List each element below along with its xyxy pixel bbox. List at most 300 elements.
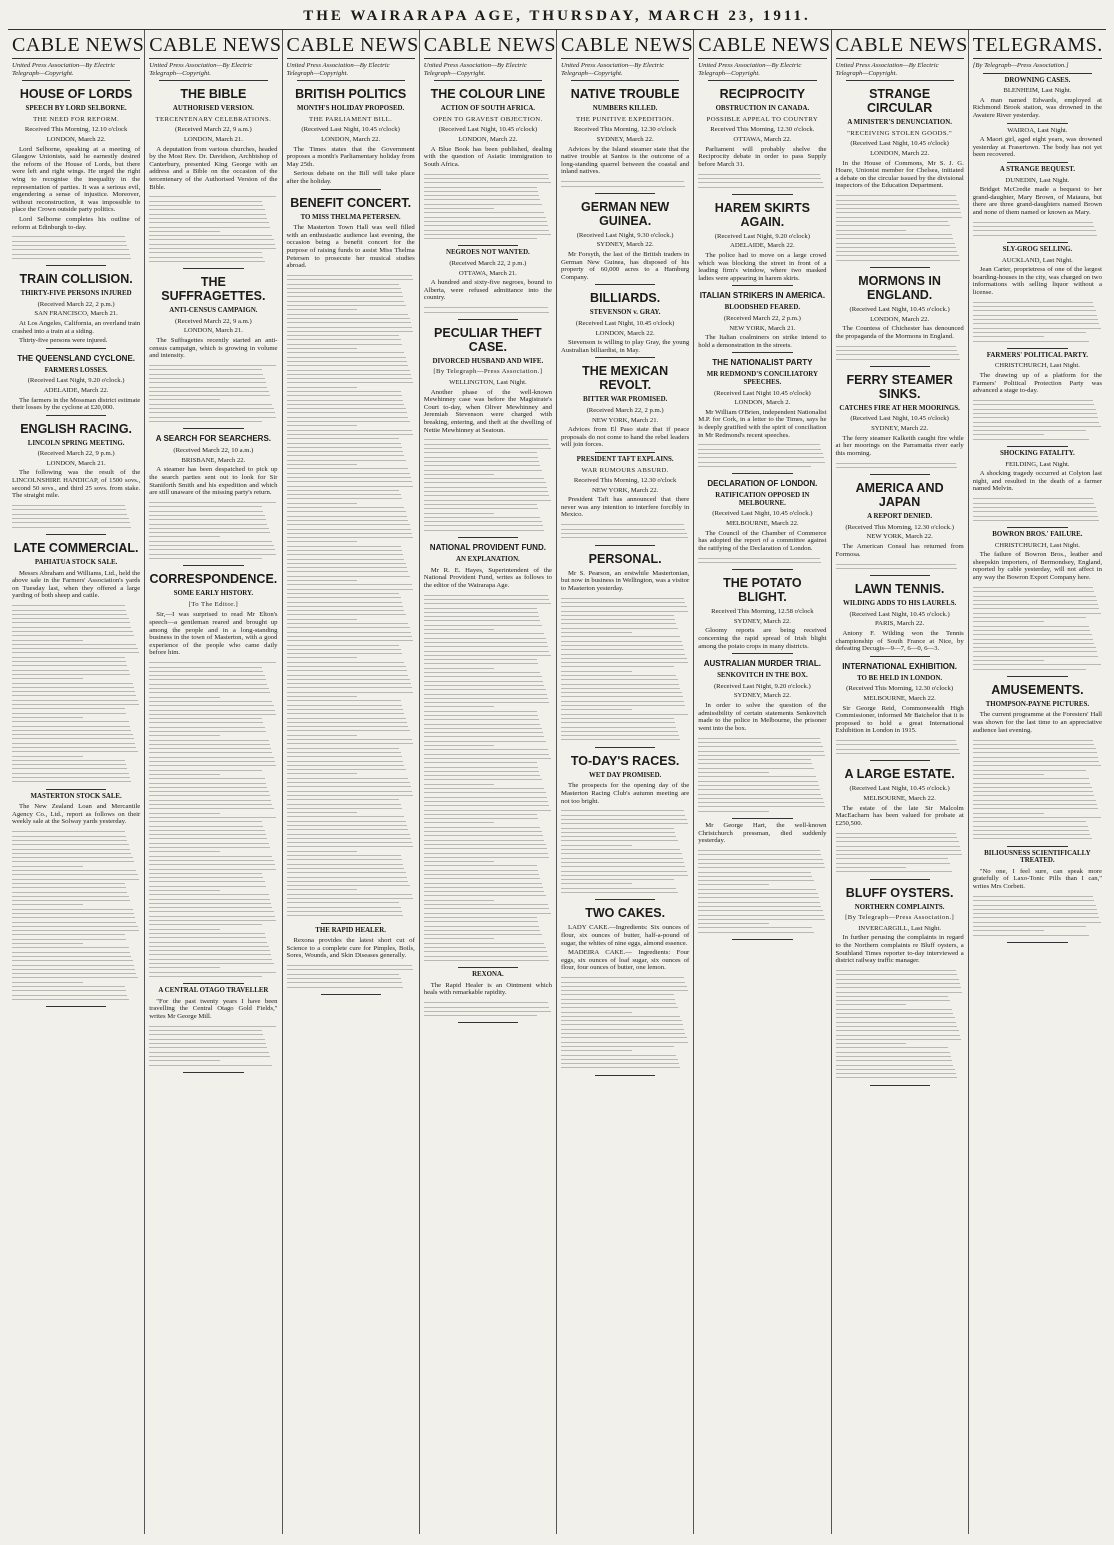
- rule-divider: [458, 1022, 518, 1023]
- rule-divider: [183, 565, 243, 566]
- article-subheadline: BITTER WAR PROMISED.: [582, 396, 668, 404]
- article-paragraph: Another phase of the well-known Mewhinney case was before the Magistrate's Court to-day, when Oliver Mewhinney and Jeremiah Stevenson were charged with breaking, entering, and theft at the dwelling of Nettie Mewhinney at Seatoun.: [423, 388, 552, 434]
- article: [12, 422, 140, 535]
- body-text-lines: [698, 554, 826, 566]
- article-subheadline: MASTERTON STOCK SALE.: [30, 792, 122, 800]
- article: [836, 481, 964, 576]
- rule-divider: [595, 357, 655, 358]
- article-paragraph: Thirty-five persons were injured.: [19, 337, 108, 345]
- article-subheadline: NORTHERN COMPLAINTS.: [854, 903, 945, 911]
- article-deck: THE PARLIAMENT BILL.: [309, 115, 393, 123]
- body-text-lines: [698, 170, 826, 190]
- article: [561, 906, 689, 1075]
- article-paragraph: The following was the result of the LINCOLNSHIRE HANDICAP, of 1500 sovs., second 50 sovs., and third 25 sovs. from stake. The straight mile.: [12, 469, 141, 500]
- received-time: (Received March 22, 2 p.m.): [723, 314, 801, 322]
- article-headline: A SEARCH FOR SEARCHERS.: [155, 434, 272, 444]
- article-headline: PECULIAR THEFT CASE.: [434, 325, 542, 354]
- rule-divider: [870, 366, 930, 367]
- article-paragraph: At Los Angeles, California, an overland train crashed into a train at a siding.: [12, 319, 141, 335]
- dateline: OTTAWA, March 21.: [458, 269, 517, 277]
- rule-divider: [1007, 242, 1068, 243]
- article-headline: LATE COMMERCIAL.: [13, 540, 139, 555]
- body-text-lines: [12, 602, 140, 786]
- dateline: MELBOURNE, March 22.: [863, 794, 936, 802]
- article-subheadline: OBSTRUCTION IN CANADA.: [715, 105, 810, 113]
- body-text-lines: [561, 807, 689, 896]
- body-text-lines: [149, 659, 277, 980]
- article-subheadline: SHOCKING FATALITY.: [999, 450, 1075, 458]
- body-text-lines: [149, 193, 277, 265]
- article: [973, 352, 1102, 447]
- received-time: (Received Last Night, 9.20 o'clock): [714, 232, 810, 240]
- rule-divider: [595, 452, 655, 453]
- rule-divider: [1007, 162, 1068, 163]
- article: [12, 272, 140, 349]
- rule-divider: [458, 245, 518, 246]
- received-time: (Received Last Night, 9.20 o'clock.): [27, 377, 125, 385]
- body-text-lines: [424, 999, 552, 1019]
- rule-divider: [46, 265, 106, 266]
- body-text-lines: [12, 233, 140, 262]
- article-subheadline: ANTI-CENSUS CAMPAIGN.: [169, 307, 258, 315]
- article: [287, 927, 415, 995]
- article-paragraph: A Blue Book has been published, dealing with the question of Asiatic immigration to South Africa.: [423, 145, 552, 168]
- body-text-lines: [836, 459, 964, 471]
- received-time: Received This Morning, 12.30 o'clock.: [710, 126, 815, 134]
- rule-divider: [22, 80, 130, 81]
- rule-divider: [46, 1006, 106, 1007]
- article-subheadline: AN EXPLANATION.: [455, 556, 520, 564]
- article: [698, 479, 826, 570]
- rule-divider: [595, 193, 655, 194]
- article: [287, 196, 415, 924]
- article-subheadline: RATIFICATION OPPOSED IN MELBOURNE.: [715, 492, 810, 507]
- received-time: Received This Morning, 12.30 o'clock: [573, 477, 677, 485]
- received-time: (Received Last Night, 10.45 o'clock): [850, 140, 949, 148]
- column: [283, 30, 420, 1534]
- column-heading: CABLE NEWS: [836, 34, 964, 59]
- article-headline: BENEFIT CONCERT.: [290, 195, 412, 210]
- dateline: WELLINGTON, Last Night.: [449, 379, 527, 387]
- column: [832, 30, 969, 1534]
- rule-divider: [708, 80, 816, 81]
- column-subheading: United Press Association—By Electric Telegraph—Copyright.: [286, 62, 390, 77]
- dateline: NEW YORK, March 22.: [591, 486, 659, 494]
- received-time: (Received Last Night, 9.20 o'clock.): [713, 682, 811, 690]
- body-text-lines: [561, 521, 689, 541]
- article-headline: TRAIN COLLISION.: [19, 272, 133, 287]
- rule-divider: [870, 267, 930, 268]
- article: [424, 249, 552, 319]
- article-paragraph: In further perusing the complaints in regard to the Northern complaints re Bluff oysters, a Southland Times reporter to-day interviewed a district railway traffic manager.: [835, 934, 964, 965]
- article: [424, 971, 552, 1023]
- article-deck: TERCENTENARY CELEBRATIONS.: [155, 115, 272, 123]
- article: [836, 662, 964, 762]
- article-headline: BILLIARDS.: [590, 291, 661, 306]
- article-subheadline: ACTION OF SOUTH AFRICA.: [440, 105, 536, 113]
- article-subheadline: DROWNING CASES.: [1004, 76, 1071, 84]
- article-paragraph: A man named Edwards, employed at Richmond Brook station, was drowned in the Awatere River yesterday.: [972, 96, 1102, 119]
- body-text-lines: [698, 441, 826, 470]
- body-text-lines: [973, 584, 1102, 673]
- article-paragraph: The current programme at the Foresters' Hall was shown for the last time to an appreciative audience last evening.: [972, 711, 1102, 734]
- body-text-lines: [561, 178, 689, 190]
- rule-divider: [595, 284, 655, 285]
- body-text-lines: [287, 272, 415, 920]
- rule-divider: [732, 285, 792, 286]
- dateline: LONDON, March 22.: [870, 149, 930, 157]
- rule-divider: [732, 473, 792, 474]
- article-subheadline: FARMERS' POLITICAL PARTY.: [986, 351, 1089, 359]
- column-subheading: United Press Association—By Electric Telegraph—Copyright.: [561, 62, 665, 77]
- rule-divider: [46, 534, 106, 535]
- article-paragraph: A steamer has been despatched to pick up the search parties sent out to look for Sir Staniforth Smith and his expedition and which are still unaware of the missing party's return.: [149, 466, 278, 497]
- body-text-lines: [836, 192, 964, 264]
- article-headline: THE SUFFRAGETTES.: [161, 275, 266, 304]
- article-paragraph: Advices from El Paso state that if peace proposals do not come to hand the rebel leaders will join forces.: [561, 426, 690, 449]
- article-paragraph: LADY CAKE.—Ingredients: Six ounces of flour, six ounces of butter, half-a-pound of sugar, the whites of nine eggs, almond essence.: [561, 924, 690, 947]
- article-paragraph: In the House of Commons, Mr S. J. G. Hoare, Unionist member for Chelsea, initiated a debate on the circular issued by the divisional inspectors of the Education Department.: [835, 159, 964, 190]
- article-deck: OPEN TO GRAVEST OBJECTION.: [433, 115, 543, 123]
- rule-divider: [46, 789, 106, 790]
- dateline: BRISBANE, March 22.: [181, 456, 246, 464]
- body-text-lines: [561, 974, 689, 1072]
- article-subheadline: WILDING ADDS TO HIS LAURELS.: [842, 600, 957, 608]
- rule-divider: [458, 967, 518, 968]
- dateline: LONDON, March 22.: [46, 135, 106, 143]
- article-subheadline: BOWRON BROS.' FAILURE.: [992, 531, 1083, 539]
- column-heading: CABLE NEWS: [561, 34, 689, 59]
- article-paragraph: A Maori girl, aged eight years, was drowned yesterday at Frasertown. The body has not yet been recovered.: [972, 136, 1102, 159]
- article-headline: THE POTATO BLIGHT.: [723, 576, 802, 605]
- article-headline: THE QUEENSLAND CYCLONE.: [17, 353, 136, 363]
- article: [698, 87, 826, 195]
- article-paragraph: A shocking tragedy occurred at Colyton last night, and resulted in the death of a farmer named Melvin.: [972, 470, 1102, 493]
- rule-divider: [321, 189, 381, 190]
- body-text-lines: [836, 967, 964, 1082]
- article-paragraph: Antony F. Wilding won the Tennis championship of South France at Nice, by defeating Decugis—9—7, 6—0, 6—3.: [835, 629, 964, 653]
- dateline: AUCKLAND, Last Night.: [1001, 256, 1073, 264]
- body-text-lines: [424, 591, 552, 964]
- article-paragraph: MADEIRA CAKE.— Ingredients: Four eggs, six ounces of loaf sugar, six ounces of flour, four ounces of butter, one lemon.: [561, 949, 690, 972]
- dateline: LONDON, March 22.: [870, 315, 930, 323]
- rule-divider: [1007, 446, 1068, 447]
- body-text-lines: [973, 219, 1102, 239]
- article-subheadline: A CENTRAL OTAGO TRAVELLER: [158, 987, 269, 995]
- article-headline: THE MEXICAN REVOLT.: [582, 364, 669, 393]
- article-paragraph: Lord Selborne completes his outline of reform at Edinburgh to-day.: [12, 215, 141, 231]
- rule-divider: [1007, 846, 1068, 847]
- body-text-lines: [149, 499, 277, 562]
- received-time: (Received March 22, 2 p.m.): [37, 300, 115, 308]
- body-text-lines: [973, 397, 1102, 443]
- rule-divider: [183, 268, 243, 269]
- column-subheading: [By Telegraph—Press Association.]: [972, 62, 1069, 69]
- article-paragraph: The Masterton Town Hall was well filled with an enthusiastic audience last evening, the occasion being a benefit concert for the purpose of raising funds to assist Miss Thelma Petersen to prosecute her musical studies abroad.: [286, 224, 415, 270]
- article: [973, 246, 1102, 349]
- article: [12, 541, 140, 790]
- article-paragraph: Stevenson is willing to play Gray, the young Australian billiardist, in May.: [561, 339, 690, 354]
- article-paragraph: A deputation from various churches, headed by the Most Rev. Dr. Davidson, Archbishop of Canterbury, presented King George with an address and a Bible on the occasion of the tercentenary of the Authorised Version of the Bible.: [149, 145, 278, 191]
- body-text-lines: [973, 299, 1102, 345]
- article-subheadline: THE RAPID HEALER.: [315, 926, 386, 934]
- article-headline: NATIONAL PROVIDENT FUND.: [429, 543, 546, 553]
- article: [561, 754, 689, 901]
- article-headline: THE BIBLE: [180, 87, 247, 102]
- article: [12, 87, 140, 266]
- article: [973, 683, 1102, 847]
- article-paragraph: Advices by the Island steamer state that the native trouble at Santos is the outcome of a long-standing quarrel between the coastal and inland natives.: [561, 145, 690, 176]
- rule-divider: [321, 994, 381, 995]
- article-headline: FERRY STEAMER SINKS.: [846, 372, 953, 401]
- article-subheadline: LINCOLN SPRING MEETING.: [27, 439, 125, 447]
- article: [836, 582, 964, 657]
- dateline: SYDNEY, March 22.: [596, 241, 654, 249]
- article-paragraph: Parliament will probably shelve the Reciprocity debate in order to pass Supply before March 31.: [698, 145, 827, 168]
- dateline: SYDNEY, March 22.: [733, 617, 791, 625]
- article-subheadline: A MINISTER'S DENUNCIATION.: [847, 119, 952, 127]
- body-text-lines: [836, 737, 964, 757]
- received-time: (Received Last Night, 10.45 o'clock): [301, 126, 400, 134]
- article: [836, 373, 964, 475]
- body-text-lines: [287, 962, 415, 991]
- dateline: SAN FRANCISCO, March 21.: [34, 310, 118, 318]
- rule-divider: [458, 537, 518, 538]
- article-subheadline: THIRTY-FIVE PERSONS INJURED: [20, 290, 132, 298]
- article-subheadline: BLOODSHED FEARED.: [724, 304, 801, 312]
- column-subheading: United Press Association—By Electric Telegraph—Copyright.: [423, 62, 527, 77]
- article-headline: DECLARATION OF LONDON.: [707, 479, 818, 489]
- body-text-lines: [561, 594, 689, 743]
- article-headline: THE COLOUR LINE: [430, 87, 546, 102]
- article-paragraph: Mr George Hart, the well-known Christchurch pressman, died suddenly yesterday.: [698, 822, 827, 845]
- article-subheadline: SENKOVITCH IN THE BOX.: [717, 672, 808, 680]
- article-paragraph: The ferry steamer Kalkeith caught fire while at her moorings on the Parramatta river early this morning.: [835, 434, 964, 457]
- article-headline: TO-DAY'S RACES.: [570, 753, 680, 768]
- article: [973, 127, 1102, 163]
- dateline: NEW YORK, March 22.: [866, 533, 933, 541]
- article-deck: POSSIBLE APPEAL TO COUNTRY: [706, 115, 819, 123]
- article: [561, 87, 689, 194]
- rule-divider: [595, 747, 655, 748]
- article-subheadline: CATCHES FIRE AT HER MOORINGS.: [839, 404, 960, 412]
- article: [973, 531, 1102, 677]
- article: [12, 793, 140, 1008]
- received-time: (Received March 22, 2 p.m.): [586, 406, 664, 414]
- article: [149, 434, 277, 566]
- column-heading: TELEGRAMS.: [973, 34, 1102, 59]
- column-heading: CABLE NEWS: [698, 34, 826, 59]
- article-paragraph: The drawing up of a platform for the Farmers' Political Protection Party was advanced a stage to-day.: [972, 372, 1102, 395]
- article-headline: ITALIAN STRIKERS IN AMERICA.: [699, 291, 826, 301]
- article: [836, 274, 964, 367]
- column-heading: CABLE NEWS: [149, 34, 277, 59]
- column: [694, 30, 831, 1534]
- article-headline: BRITISH POLITICS: [295, 87, 407, 102]
- received-time: (Received This Morning, 12.30 o'clock.): [845, 523, 954, 531]
- article: [149, 275, 277, 429]
- article-subheadline: STEVENSON v. GRAY.: [589, 309, 661, 317]
- rule-divider: [732, 939, 792, 940]
- body-text-lines: [836, 829, 964, 875]
- rule-divider: [870, 575, 930, 576]
- article-headline: PERSONAL.: [588, 551, 662, 566]
- article-paragraph: Serious debate on the Bill will take place after the holiday.: [286, 170, 415, 185]
- rule-divider: [846, 80, 954, 81]
- dateline: SYDNEY, March 22.: [871, 425, 929, 433]
- article-paragraph: Rexona provides the latest short cut of Science to a complete cure for Pimples, Boils, Sores, Wounds, and Skin Diseases generally.: [286, 937, 415, 960]
- article-subheadline: NEGROES NOT WANTED.: [445, 249, 530, 257]
- rule-divider: [1007, 123, 1068, 124]
- rule-divider: [732, 653, 792, 654]
- article-subheadline: DIVORCED HUSBAND AND WIFE.: [432, 357, 544, 365]
- article-subheadline: THOMPSON-PAYNE PICTURES.: [985, 700, 1090, 708]
- body-text-lines: [149, 362, 277, 425]
- article: [698, 291, 826, 353]
- received-time: (Received Last Night 10.45 o'clock): [713, 389, 811, 397]
- article-subheadline: TO BE HELD IN LONDON.: [857, 674, 943, 682]
- article-paragraph: The Suffragettes recently started an anti-census campaign, which is growing in volume and intensity.: [149, 336, 278, 360]
- columns-container: [8, 30, 1106, 1534]
- article-subheadline: BILIOUSNESS SCIENTIFICALLY TREATED.: [984, 849, 1091, 865]
- received-time: (Received March 22, 10 a.m.): [173, 447, 254, 455]
- received-time: (Received Last Night, 9.30 o'clock.): [576, 231, 674, 239]
- column-subheading: United Press Association—By Electric Telegraph—Copyright.: [835, 62, 939, 77]
- article-paragraph: The farmers in the Mossman district estimate their losses by the cyclone at £20,000.: [12, 396, 141, 412]
- article-paragraph: Mr Forsyth, the last of the British traders in German New Guinea, has disposed of his property of 60,000 acres to a Hamburg Company.: [561, 251, 690, 281]
- rule-divider: [183, 428, 243, 429]
- article-paragraph: The police had to move on a large crowd which was blocking the street in front of a leading firm's window, where two masked ladies were appearing in harem skirts.: [698, 252, 827, 282]
- rule-divider: [434, 80, 542, 81]
- rule-divider: [732, 194, 792, 195]
- body-text-lines: [424, 170, 552, 242]
- article: [973, 77, 1102, 124]
- column: [557, 30, 694, 1534]
- dateline: LONDON, March 21.: [46, 459, 106, 467]
- received-time: (Received March 22, 9 p.m.): [37, 450, 115, 458]
- article: [836, 767, 964, 879]
- article-paragraph: The Times states that the Government proposes a month's Parliamentary holiday from May 25th.: [286, 145, 415, 168]
- dateline: FEILDING, Last Night.: [1005, 460, 1070, 468]
- article: [973, 850, 1102, 943]
- article-paragraph: "No one, I feel sure, can speak more gratefully of Laxo-Tonic Pills than I can," writes Mrs Corbett.: [972, 867, 1102, 891]
- column-heading: CABLE NEWS: [424, 34, 552, 59]
- column: [969, 30, 1106, 1534]
- article-subheadline: SLY-GROG SELLING.: [1002, 245, 1073, 253]
- article-paragraph: The Countess of Chichester has denounced the propaganda of the Mormons in England.: [835, 325, 964, 340]
- article: [424, 326, 552, 538]
- article: [698, 659, 826, 819]
- article: [561, 200, 689, 286]
- dateline: ADELAIDE, March 22.: [730, 242, 795, 250]
- column-subheading: United Press Association—By Electric Telegraph—Copyright.: [149, 62, 253, 77]
- article: [561, 552, 689, 748]
- article: [287, 87, 415, 189]
- article-paragraph: The estate of the late Sir Malcolm MacEacharn has been valued for probate at £250,500.: [835, 804, 964, 827]
- received-time: Received This Morning, 12.30 o'clock: [573, 126, 677, 134]
- received-time: (Received Last Night, 10.45 o'clock.): [712, 510, 813, 518]
- received-time: (Received March 22, 9 a.m.): [175, 317, 252, 325]
- dateline: LONDON, March 21.: [183, 135, 243, 143]
- article-subheadline: PAHIATUA STOCK SALE.: [34, 558, 118, 566]
- article-headline: AMERICA AND JAPAN: [855, 481, 944, 510]
- article-paragraph: The New Zealand Loan and Mercantile Agency Co., Ltd., report as follows on their weekly sale at the Solway yards yesterday.: [12, 803, 141, 826]
- dateline: NEW YORK, March 21.: [729, 324, 796, 332]
- article-deck: [By Telegraph—Press Association.]: [433, 368, 543, 376]
- article-headline: LAWN TENNIS.: [854, 582, 945, 597]
- received-time: (Received Last Night, 10.45 o'clock.): [849, 305, 950, 313]
- article-paragraph: The Rapid Healer is an Ointment which heals with remarkable rapidity.: [423, 981, 552, 997]
- article-paragraph: Mr R. E. Hayes, Superintendent of the National Provident Fund, writes as follows to the editor of the Wairarapa Age.: [423, 566, 552, 589]
- rule-divider: [870, 1085, 930, 1086]
- rule-divider: [595, 545, 655, 546]
- article: [698, 201, 826, 287]
- dateline: BLENHEIM, Last Night.: [1003, 87, 1072, 95]
- dateline: ADELAIDE, March 22.: [43, 386, 109, 394]
- body-text-lines: [424, 436, 552, 534]
- body-text-lines: [973, 893, 1102, 939]
- rule-divider: [46, 415, 106, 416]
- article: [149, 987, 277, 1073]
- article-paragraph: The American Consul has returned from Formosa.: [835, 543, 964, 558]
- rule-divider: [870, 656, 930, 657]
- article: [561, 456, 689, 546]
- dateline: CHRISTCHURCH, Last Night.: [994, 541, 1080, 549]
- body-text-lines: [836, 342, 964, 362]
- article: [561, 291, 689, 358]
- dateline: MELBOURNE, March 22.: [863, 694, 936, 702]
- received-time: (Received Last Night, 10.45 o'clock): [438, 126, 538, 134]
- article-paragraph: Mr William O'Brien, independent Nationalist M.P. for Cork, in a letter to the Times, says he is deeply gratified with the spirit of conciliation in Mr Redmond's recent speeches.: [698, 408, 827, 439]
- dateline: LONDON, March 21.: [183, 327, 243, 335]
- article-paragraph: In order to solve the question of the admissibility of certain statements Senkovitch made to the police in Melbourne, the prisoner went into the box.: [698, 701, 827, 732]
- article: [836, 87, 964, 268]
- dateline: WAIROA, Last Night.: [1007, 126, 1068, 134]
- received-time: (Received Last Night, 10.45 o'clock.): [849, 785, 950, 793]
- rule-divider: [458, 319, 518, 320]
- article-headline: THE NATIONALIST PARTY: [712, 358, 813, 368]
- article-deck: "RECEIVING STOLEN GOODS.": [847, 129, 953, 137]
- article-subheadline: MR REDMOND'S CONCILIATORY SPEECHES.: [706, 371, 819, 386]
- body-text-lines: [698, 734, 826, 815]
- column: [420, 30, 557, 1534]
- article: [12, 354, 140, 416]
- received-time: (Received March 22, 2 p.m.): [449, 259, 527, 267]
- rule-divider: [983, 73, 1092, 74]
- dateline: OTTAWA, March 22.: [733, 135, 792, 143]
- article-paragraph: The Italian coalminers on strike intend to hold a demonstration in the streets.: [698, 334, 827, 349]
- rule-divider: [732, 352, 792, 353]
- rule-divider: [159, 80, 267, 81]
- article: [698, 576, 826, 654]
- rule-divider: [732, 818, 792, 819]
- article-deck: WAR RUMOURS ABSURD.: [581, 466, 669, 474]
- article-headline: STRANGE CIRCULAR: [866, 87, 933, 116]
- article-paragraph: The Council of the Chamber of Commerce has adopted the report of a committee against the ratifying of the Declaration of London.: [698, 529, 827, 552]
- article-subheadline: A REPORT DENIED.: [867, 513, 933, 521]
- article-paragraph: "For the past twenty years I have been travelling the Central Otago Gold Fields," writes Mr George Mill.: [149, 997, 278, 1020]
- article: [424, 87, 552, 246]
- article-headline: A LARGE ESTATE.: [844, 767, 955, 782]
- article-paragraph: Messrs Abraham and Williams, Ltd., held the above sale in the Farmers' Association's yards on Tuesday last, when they offered a large yarding of both sheep and cattle.: [12, 569, 141, 600]
- article-subheadline: SOME EARLY HISTORY.: [173, 590, 254, 598]
- received-time: (Received Last Night, 10.45 o'clock.): [849, 610, 950, 618]
- dateline: CHRISTCHURCH, Last Night.: [994, 362, 1080, 370]
- article-paragraph: Sir,—I was surprised to read Mr Elton's speech—a gentleman reared and brought up among the people and in a long-standing business in the town of Masterton, with a good experience of the people who came daily before him.: [149, 611, 278, 657]
- article-headline: BLUFF OYSTERS.: [845, 885, 954, 900]
- body-text-lines: [12, 828, 140, 1003]
- rule-divider: [1007, 527, 1068, 528]
